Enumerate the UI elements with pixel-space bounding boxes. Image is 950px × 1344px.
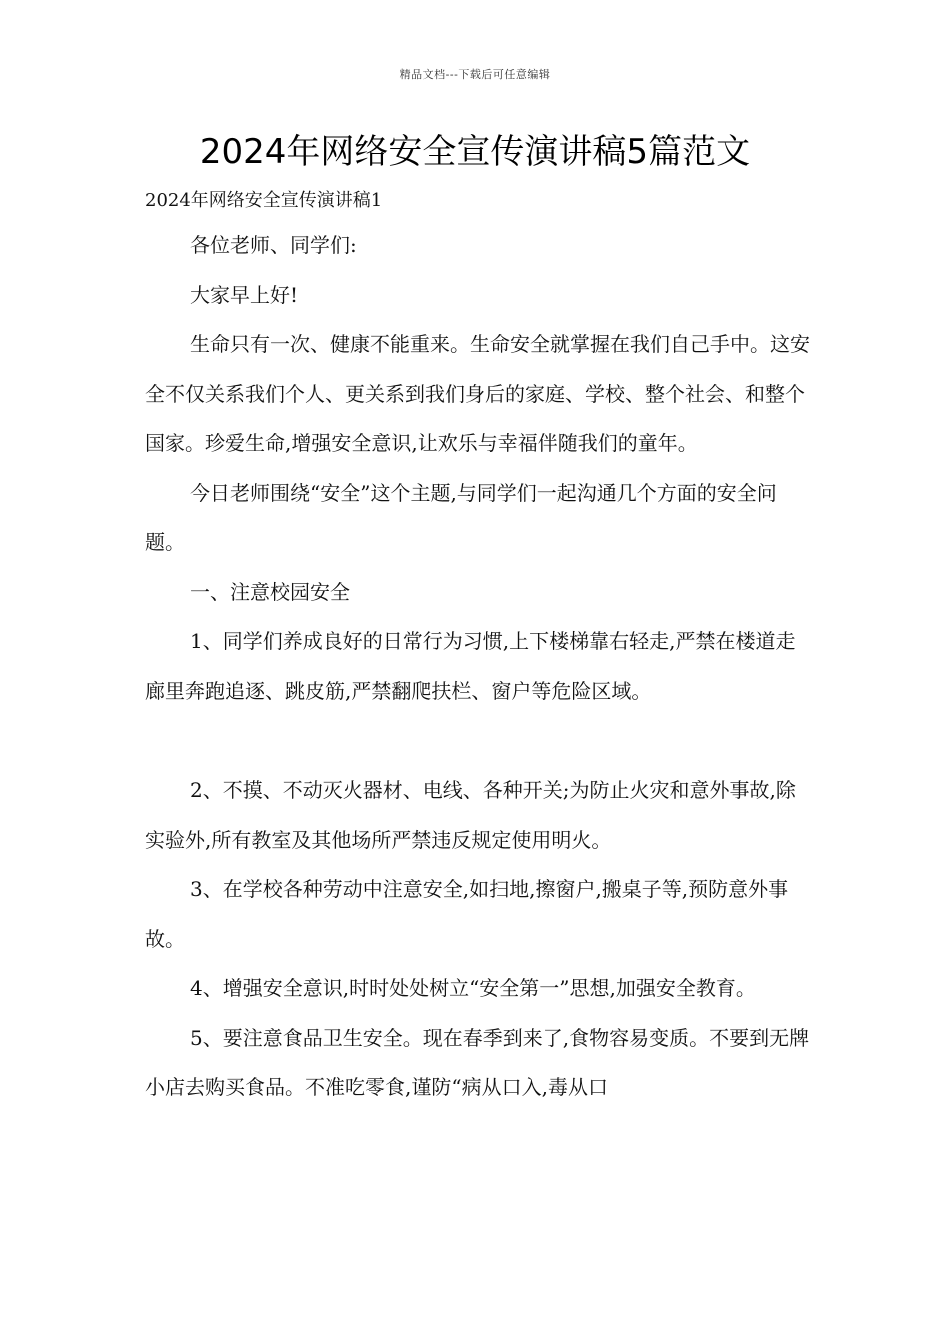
- document-body: [145, 181, 813, 1113]
- document-subtitle: 2024年网络安全宣传演讲稿1: [145, 190, 383, 211]
- list-item-5: 5、要注意食品卫生安全。现在春季到来了,食物容易变质。不要到无牌小店去购买食品。不准吃零食,谨防“病从口入,毒从口: [145, 1025, 810, 1099]
- list-item-3: 3、在学校各种劳动中注意安全,如扫地,擦窗户,搬桌子等,预防意外事故。: [145, 877, 789, 951]
- document-title: 2024年网络安全宣传演讲稿5篇范文: [199, 132, 751, 172]
- list-item-4: 4、增强安全意识,时时处处树立“安全第一”思想,加强安全教育。: [190, 976, 756, 1000]
- blank-line: [145, 716, 813, 766]
- list-item-2: 2、不摸、不动灭火器材、电线、各种开关;为防止火灾和意外事故,除实验外,所有教室及其他场所严禁违反规定使用明火。: [145, 778, 796, 852]
- section-heading: 一、注意校园安全: [190, 579, 350, 604]
- paragraph-topic: 今日老师围绕“安全”这个主题,与同学们一起沟通几个方面的安全问题。: [145, 480, 777, 554]
- list-item-1: 1、同学们养成良好的日常行为习惯,上下楼梯靠右轻走,严禁在楼道走廊里奔跑追逐、跳皮筋,严禁翻爬扶栏、窗户等危险区域。: [145, 629, 796, 703]
- paragraph-intro: 生命只有一次、健康不能重来。生命安全就掌握在我们自己手中。这安全不仅关系我们个人、更关系到我们身后的家庭、学校、整个社会、和整个国家。珍爱生命,增强安全意识,让欢乐与幸福伴随我们的童年。: [145, 332, 810, 455]
- greeting-line: 各位老师、同学们:: [190, 233, 357, 257]
- hello-line: 大家早上好!: [190, 282, 299, 307]
- header-note: 精品文档---下载后可任意编辑: [399, 68, 551, 81]
